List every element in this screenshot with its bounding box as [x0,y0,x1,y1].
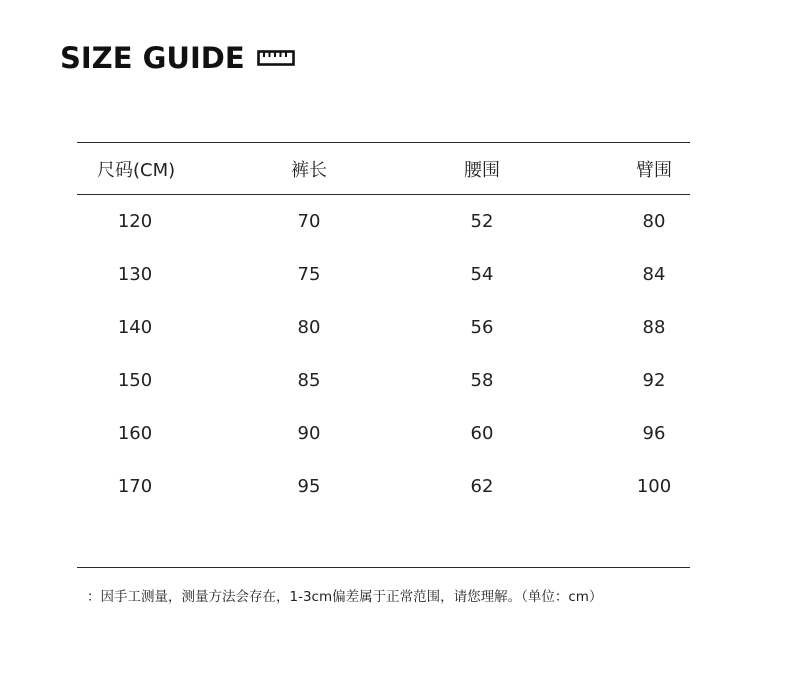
table-body [77,195,690,513]
table-header-row: 尺码(CM) 裤长 腰围 臂围 [77,143,690,194]
bottom-divider [77,567,690,568]
header-size: 尺码(CM) [97,159,176,181]
table-row: 140 80 56 88 [117,317,666,338]
ruler-icon [257,49,295,67]
measurement-note: ：因手工测量，测量方法会存在，1-3cm偏差属于正常范围，请您理解。（单位：cm） [87,589,603,605]
table-row: 120 70 52 80 [117,211,666,232]
size-table [77,142,690,513]
table-row: 170 95 62 100 [117,476,672,497]
page-title: SIZE GUIDE [60,41,245,75]
table-row: 160 90 60 96 [117,423,666,444]
table-row: 150 85 58 92 [117,370,666,391]
title-row [60,38,295,78]
table-row: 130 75 54 84 [117,264,666,285]
